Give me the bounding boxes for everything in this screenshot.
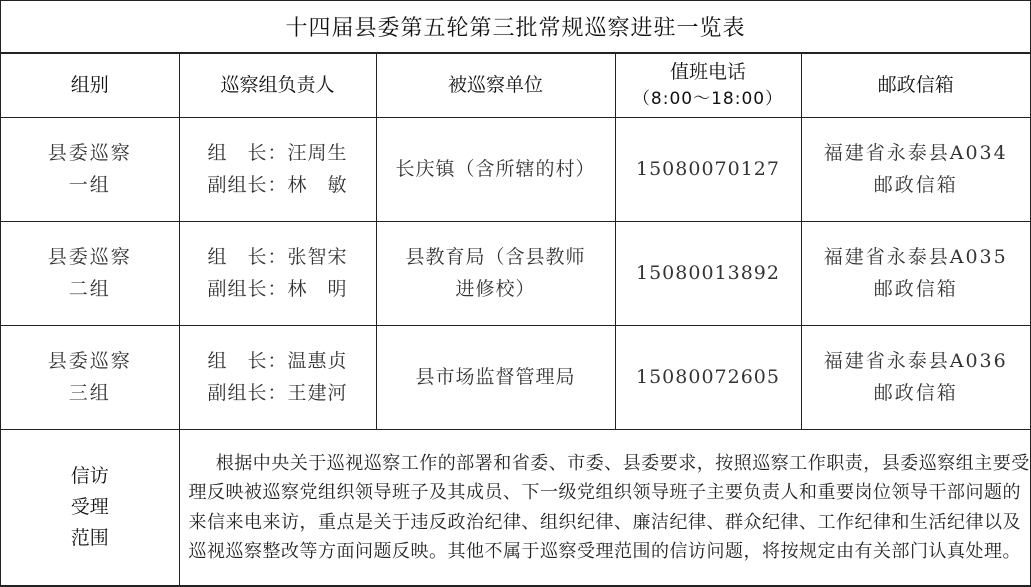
phone-cell: 15080070127 bbox=[615, 118, 801, 222]
table-row bbox=[1, 326, 1030, 430]
leader-deputy: 副组长：王建河 bbox=[207, 381, 348, 404]
group-cell bbox=[1, 222, 179, 326]
phone-cell: 15080072605 bbox=[615, 326, 801, 430]
mailbox-suffix: 邮政信箱 bbox=[873, 173, 958, 196]
leader-cell bbox=[179, 222, 376, 326]
unit-name: 县教育局（含县教师 bbox=[405, 246, 586, 269]
leader-deputy: 副组长：林 敏 bbox=[207, 173, 348, 196]
unit-name: 长庆镇（含所辖的村） bbox=[395, 157, 596, 180]
leader-deputy: 副组长：林 明 bbox=[207, 277, 348, 300]
header-unit: 被巡察单位 bbox=[376, 54, 615, 118]
group-number: 三组 bbox=[68, 381, 111, 404]
header-group: 组别 bbox=[1, 54, 179, 118]
mailbox-address: 福建省永泰县A036 bbox=[823, 350, 1008, 373]
group-name: 县委巡察 bbox=[47, 350, 132, 373]
leader-cell bbox=[179, 118, 376, 222]
table-row bbox=[1, 222, 1030, 326]
scope-description: 根据中央关于巡视巡察工作的部署和省委、市委、县委要求，按照巡察工作职责，县委巡察组主要受理反映被巡察党组织领导班子及其成员、下一级党组织领导班子主要负责人和重要岗位领导干部问题的来信来电来访，重点是关于违反政治纪律、组织纪律、廉洁纪律、群众纪律、工作纪律和生活纪律以及巡视巡察整改等方面问题反映。其他不属于巡察受理范围的信访问题，将按规定由有关部门认真处理。 bbox=[179, 430, 1030, 586]
header-phone-hours: （8:00～18:00） bbox=[632, 88, 784, 109]
unit-cell bbox=[376, 326, 615, 430]
header-leader: 巡察组负责人 bbox=[179, 54, 376, 118]
mailbox-suffix: 邮政信箱 bbox=[873, 381, 958, 404]
header-mailbox: 邮政信箱 bbox=[801, 54, 1030, 118]
header-phone bbox=[615, 54, 801, 118]
scope-label-3: 范围 bbox=[70, 526, 109, 549]
scope-label-cell bbox=[1, 430, 179, 586]
header-row bbox=[1, 54, 1030, 118]
schedule-grid bbox=[1, 53, 1030, 586]
scope-label-1: 信访 bbox=[70, 465, 109, 488]
leader-head: 组 长：温惠贞 bbox=[207, 350, 348, 373]
table-row bbox=[1, 118, 1030, 222]
mailbox-cell bbox=[801, 222, 1030, 326]
mailbox-address: 福建省永泰县A034 bbox=[823, 142, 1008, 165]
leader-cell bbox=[179, 326, 376, 430]
group-name: 县委巡察 bbox=[47, 142, 132, 165]
group-name: 县委巡察 bbox=[47, 246, 132, 269]
table-title: 十四届县委第五轮第三批常规巡察进驻一览表 bbox=[1, 1, 1030, 53]
group-cell bbox=[1, 118, 179, 222]
group-cell bbox=[1, 326, 179, 430]
unit-cell bbox=[376, 118, 615, 222]
mailbox-address: 福建省永泰县A035 bbox=[823, 246, 1008, 269]
unit-name-cont: 进修校） bbox=[455, 277, 536, 300]
mailbox-cell bbox=[801, 118, 1030, 222]
phone-cell: 15080013892 bbox=[615, 222, 801, 326]
leader-head: 组 长：汪周生 bbox=[207, 142, 348, 165]
scope-row bbox=[1, 430, 1030, 586]
mailbox-cell bbox=[801, 326, 1030, 430]
mailbox-suffix: 邮政信箱 bbox=[873, 277, 958, 300]
group-number: 一组 bbox=[68, 173, 111, 196]
unit-cell bbox=[376, 222, 615, 326]
unit-name: 县市场监督管理局 bbox=[415, 365, 576, 388]
header-phone-label: 值班电话 bbox=[669, 61, 746, 84]
scope-label-2: 受理 bbox=[70, 496, 109, 519]
leader-head: 组 长：张智宋 bbox=[207, 246, 348, 269]
group-number: 二组 bbox=[68, 277, 111, 300]
